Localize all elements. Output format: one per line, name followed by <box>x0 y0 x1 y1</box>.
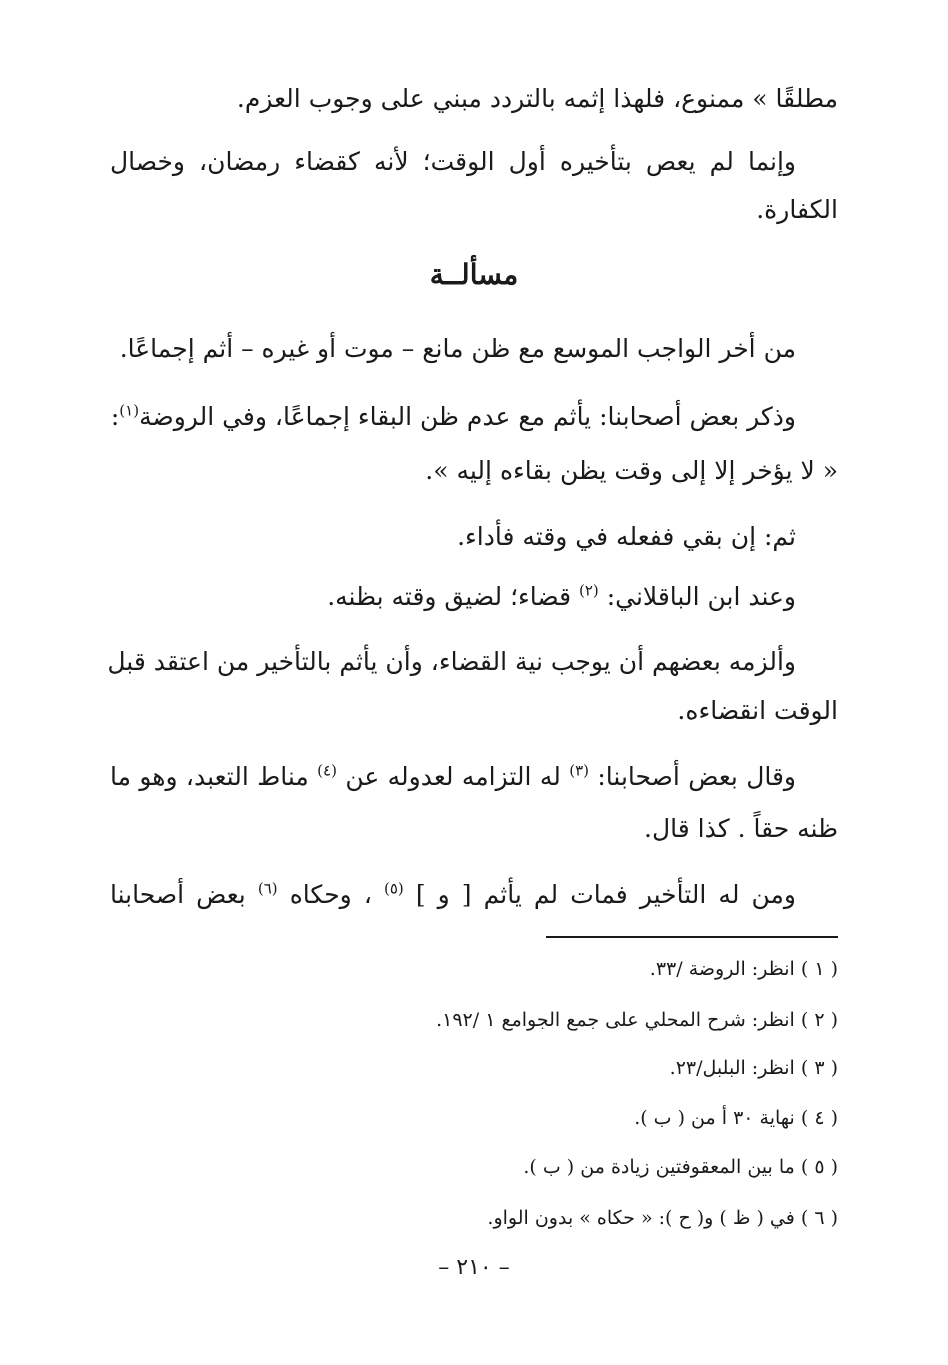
footnote-ref: (٣) <box>569 761 590 780</box>
body-text: وقال بعض أصحابنا: <box>597 762 796 791</box>
footnote-ref: (٦) <box>257 879 278 898</box>
body-line <box>110 398 838 436</box>
footnote-ref: (٤) <box>317 761 337 780</box>
body-text: قضاء؛ لضيق وقته بظنه. <box>327 582 572 611</box>
body-line: ثم: إن بقي ففعله في وقته فأداء. <box>457 522 796 551</box>
body-line: وإنما لم يعص بتأخيره أول الوقت؛ لأنه كقضاء رمضان، وخصال <box>110 147 796 176</box>
document-page <box>107 0 838 1365</box>
footnote-ref: (٢) <box>578 581 599 600</box>
body-text: ، وحكاه <box>289 880 372 909</box>
footnote: ( ٢ ) انظر: شرح المحلي على جمع الجوامع ١ /١٩٢. <box>436 1009 838 1031</box>
body-line: « لا يؤخر إلا إلى وقت يظن بقاءه إليه ». <box>425 456 838 485</box>
body-text: : <box>110 402 120 431</box>
footnote: ( ٦ ) في ( ظ ) و( ح ): « حكاه » بدون الواو. <box>487 1207 838 1229</box>
body-line: الوقت انقضاءه. <box>677 696 838 725</box>
body-line: وألزمه بعضهم أن يوجب نية القضاء، وأن يأثم بالتأخير من اعتقد قبل <box>107 647 796 676</box>
footnote: ( ٥ ) ما بين المعقوفتين زيادة من ( ب ). <box>523 1156 838 1178</box>
page-number: – ٢١٠ – <box>438 1255 510 1280</box>
body-line <box>110 876 838 914</box>
body-text: وعند ابن الباقلاني: <box>606 582 796 611</box>
body-line: مطلقًا » ممنوع، فلهذا إثمه بالتردد مبني على وجوب العزم. <box>236 84 838 113</box>
body-line <box>110 578 838 616</box>
footnote-divider <box>546 936 838 938</box>
body-line: من أخر الواجب الموسع مع ظن مانع – موت أو غيره – أثم إجماعًا. <box>119 334 796 363</box>
footnote-ref: (١) <box>119 401 140 420</box>
body-text: وذكر بعض أصحابنا: يأثم مع عدم ظن البقاء إجماعًا، وفي الروضة <box>139 402 796 431</box>
body-text: ومن له التأخير فمات لم يأثم [ و ] <box>415 880 797 909</box>
body-line <box>110 758 838 796</box>
footnote: ( ١ ) انظر: الروضة /٣٣. <box>649 958 838 980</box>
body-text: بعض أصحابنا <box>110 880 246 909</box>
body-text: له التزامه لعدوله عن <box>345 762 561 791</box>
footnote: ( ٤ ) نهاية ٣٠ أ من ( ب ). <box>634 1107 838 1129</box>
footnote: ( ٣ ) انظر: البلبل/٢٣. <box>669 1057 838 1079</box>
section-heading: مسألــة <box>429 258 519 291</box>
body-line: ظنه حقاً . كذا قال. <box>644 814 838 843</box>
body-text: مناط التعبد، وهو ما <box>110 762 309 791</box>
footnote-ref: (٥) <box>383 879 404 898</box>
body-line: الكفارة. <box>756 195 838 224</box>
